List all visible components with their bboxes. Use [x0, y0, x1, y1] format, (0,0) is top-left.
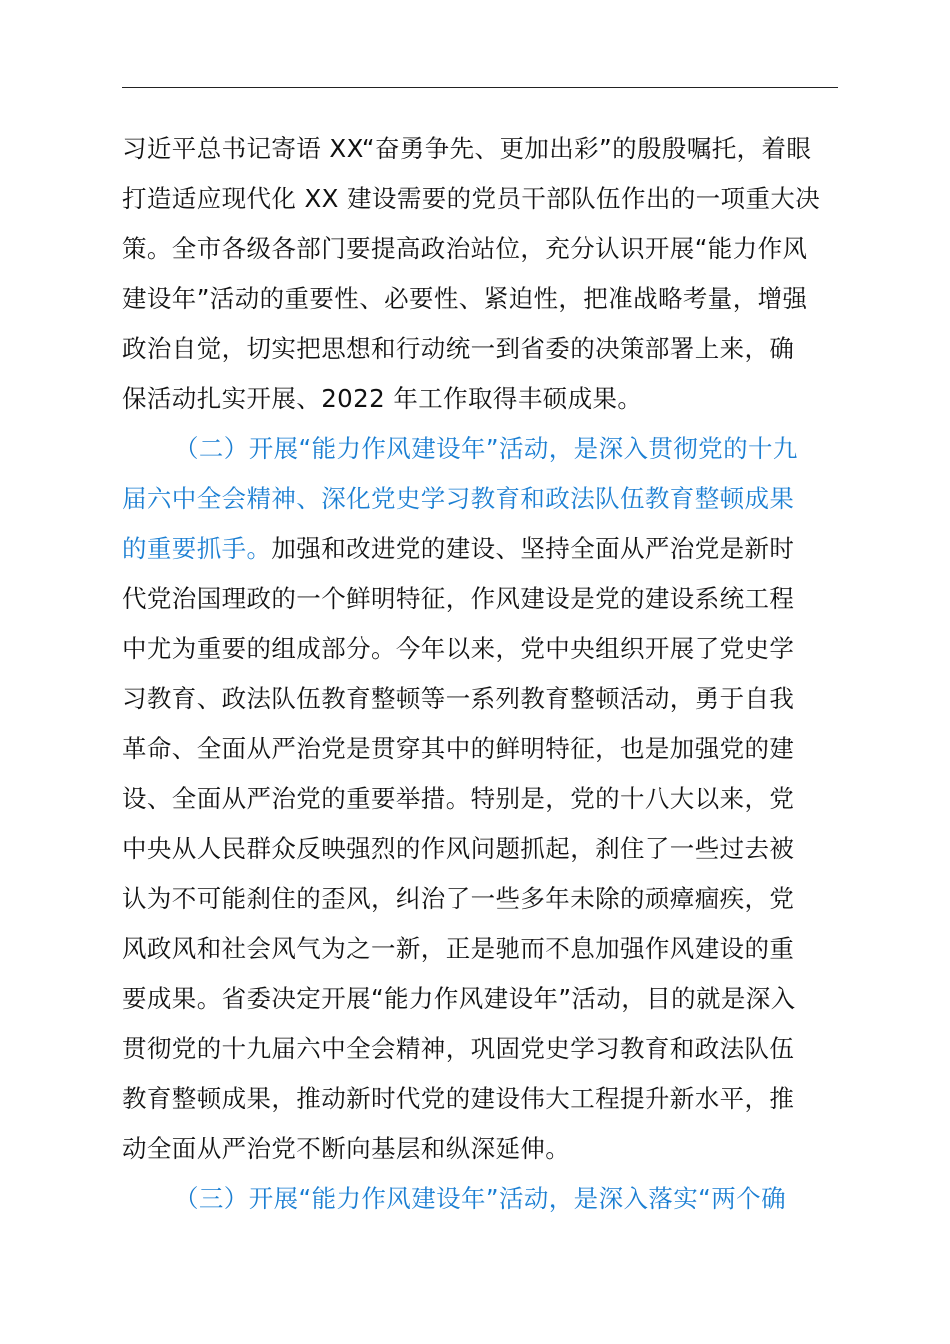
- header-rule: [122, 87, 838, 88]
- body-text: 策。全市各级各部门要提高政治站位，充分认识开展“能力作风: [122, 234, 808, 263]
- body-text: 设、全面从严治党的重要举措。特别是，党的十八大以来，党: [122, 784, 795, 813]
- text-line: [122, 824, 838, 874]
- text-line: [122, 324, 838, 374]
- text-line: [122, 574, 838, 624]
- text-line: [122, 724, 838, 774]
- body-text: 中央从人民群众反映强烈的作风问题抓起，刹住了一些过去被: [122, 834, 795, 863]
- section-heading-line: [122, 424, 838, 474]
- body-text: 保活动扎实开展、2022 年工作取得丰硕成果。: [122, 384, 643, 413]
- text-line: [122, 1124, 838, 1174]
- body-text: 习教育、政法队伍教育整顿等一系列教育整顿活动，勇于自我: [122, 684, 795, 713]
- body-text: 教育整顿成果，推动新时代党的建设伟大工程提升新水平，推: [122, 1084, 795, 1113]
- body-text: 要成果。省委决定开展“能力作风建设年”活动，目的就是深入: [122, 984, 796, 1013]
- document-body: [122, 124, 838, 1224]
- text-line: [122, 774, 838, 824]
- text-line: [122, 174, 838, 224]
- text-line: [122, 874, 838, 924]
- body-text: 风政风和社会风气为之一新，正是驰而不息加强作风建设的重: [122, 934, 795, 963]
- text-line: [122, 974, 838, 1024]
- body-text: 打造适应现代化 XX 建设需要的党员干部队伍作出的一项重大决: [122, 184, 821, 213]
- body-text: 革命、全面从严治党是贯穿其中的鲜明特征，也是加强党的建: [122, 734, 795, 763]
- body-text: 建设年”活动的重要性、必要性、紧迫性，把准战略考量，增强: [122, 284, 808, 313]
- body-text: 习近平总书记寄语 XX“奋勇争先、更加出彩”的殷殷嘱托，着眼: [122, 134, 812, 163]
- text-line: [122, 1074, 838, 1124]
- text-line: [122, 124, 838, 174]
- highlighted-text: 的重要抓手。: [122, 534, 272, 563]
- body-text: 贯彻党的十九届六中全会精神，巩固党史学习教育和政法队伍: [122, 1034, 795, 1063]
- text-line: [122, 274, 838, 324]
- highlighted-text: （二）开展“能力作风建设年”活动，是深入贯彻党的十九: [174, 434, 798, 463]
- text-line: [122, 224, 838, 274]
- body-text: 加强和改进党的建设、坚持全面从严治党是新时: [271, 534, 795, 563]
- text-line: [122, 924, 838, 974]
- body-text: 动全面从严治党不断向基层和纵深延伸。: [122, 1134, 571, 1163]
- text-line: [122, 524, 838, 574]
- body-text: 中尤为重要的组成部分。今年以来，党中央组织开展了党史学: [122, 634, 795, 663]
- body-text: 认为不可能刹住的歪风，纠治了一些多年未除的顽瘴痼疾，党: [122, 884, 795, 913]
- text-line: [122, 374, 838, 424]
- body-text: 政治自觉，切实把思想和行动统一到省委的决策部署上来，确: [122, 334, 795, 363]
- highlighted-text: （三）开展“能力作风建设年”活动，是深入落实“两个确: [174, 1184, 786, 1213]
- text-line: [122, 1024, 838, 1074]
- section-heading-line: [122, 1174, 838, 1224]
- text-line: [122, 674, 838, 724]
- section-heading-line: [122, 474, 838, 524]
- body-text: 代党治国理政的一个鲜明特征，作风建设是党的建设系统工程: [122, 584, 795, 613]
- highlighted-text: 届六中全会精神、深化党史学习教育和政法队伍教育整顿成果: [122, 484, 795, 513]
- text-line: [122, 624, 838, 674]
